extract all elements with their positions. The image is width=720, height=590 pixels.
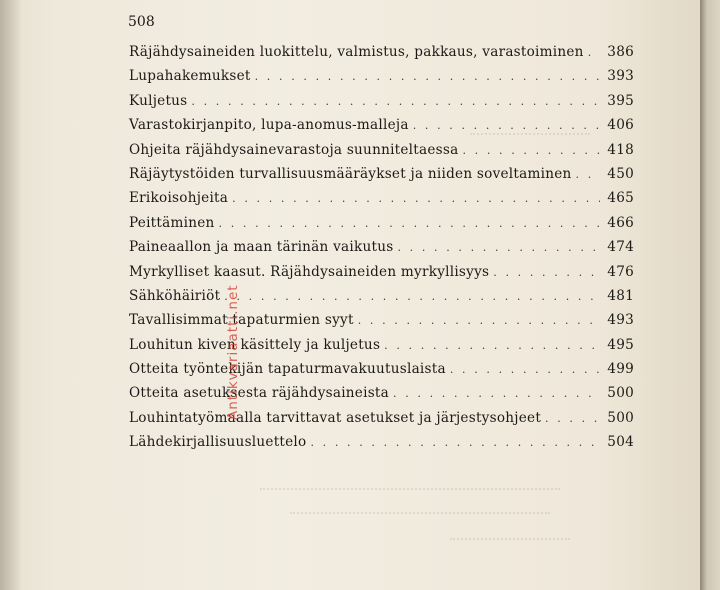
toc-entry [129, 186, 634, 210]
toc-entry-page: 500 [607, 385, 634, 402]
dot-leader [545, 407, 600, 431]
bleed-through-mark [450, 538, 570, 550]
toc-entry-page: 500 [607, 409, 634, 426]
toc-entry [129, 284, 634, 308]
toc-entry-title: Lähdekirjallisuusluettelo [129, 434, 307, 451]
toc-entry [129, 357, 634, 381]
toc-entry-page: 495 [607, 336, 634, 353]
dot-leader [224, 285, 600, 309]
toc-entry-title: Myrkylliset kaasut. Räjähdysaineiden myrkyllisyys [129, 263, 490, 280]
dot-leader [219, 212, 600, 236]
toc-entry-page: 393 [607, 68, 634, 85]
toc-entry [129, 162, 634, 186]
bleed-through-mark [290, 512, 550, 524]
toc-entry-title: Räjähdysaineiden luokittelu, valmistus, pakkaus, varastoiminen [129, 44, 584, 60]
toc-entry [129, 430, 634, 454]
toc-entry [129, 64, 634, 88]
toc-entry [129, 40, 634, 64]
toc-entry-page: 504 [607, 434, 634, 451]
toc-entry [129, 381, 634, 405]
toc-entry [129, 333, 634, 357]
dot-leader [493, 261, 600, 285]
dot-leader [232, 187, 600, 211]
toc-entry-title: Ohjeita räjähdysainevarastoja suunniteltaessa [129, 141, 459, 158]
bleed-through-mark [260, 488, 560, 500]
toc-entry-page: 493 [607, 312, 634, 329]
dot-leader [413, 114, 600, 138]
toc-entry [129, 113, 634, 137]
toc-entry-title: Varastokirjanpito, lupa-anomus-malleja [129, 117, 409, 134]
toc-entry [129, 89, 634, 113]
dot-leader [358, 309, 600, 333]
toc-entry-title: Kuljetus [129, 92, 188, 109]
toc-entry [129, 406, 634, 430]
table-of-contents [129, 40, 634, 455]
toc-entry [129, 308, 634, 332]
dot-leader [393, 382, 600, 406]
toc-entry-title: Räjäytystöiden turvallisuusmääräykset ja niiden soveltaminen [129, 165, 572, 182]
toc-entry [129, 235, 634, 259]
toc-entry-title: Louhitun kiven käsittely ja kuljetus [129, 336, 381, 353]
toc-entry-page: 466 [607, 214, 634, 231]
watermark-text: Antikvariaatti.net [225, 284, 241, 420]
toc-entry-title: Peittäminen [129, 214, 215, 231]
page-gutter-shadow [0, 0, 22, 590]
dot-leader [450, 358, 600, 382]
dot-leader [462, 139, 600, 163]
toc-entry-title: Otteita työntekijän tapaturmavakuutuslaista [129, 361, 446, 378]
toc-entry-title: Sähköhäiriöt [129, 287, 221, 304]
toc-entry-page: 474 [607, 239, 634, 256]
toc-entry-title: Otteita asetuksesta räjähdysaineista [129, 385, 389, 402]
toc-entry-title: Paineaallon ja maan tärinän vaikutus [129, 239, 394, 256]
toc-entry-title: Tavallisimmat tapaturmien syyt [129, 312, 354, 329]
toc-entry-title: Louhintatyömaalla tarvittavat asetukset ja järjestysohjeet [129, 409, 542, 426]
toc-entry-page: 476 [607, 263, 634, 280]
dot-leader [255, 65, 600, 89]
toc-entry [129, 138, 634, 162]
dot-leader [191, 90, 600, 114]
dot-leader [310, 431, 600, 455]
dot-leader [397, 236, 600, 260]
toc-entry-page: 386 [607, 44, 634, 60]
dot-leader [576, 163, 600, 187]
toc-entry [129, 260, 634, 284]
toc-entry [129, 211, 634, 235]
toc-entry-page: 481 [607, 287, 634, 304]
page-number: 508 [128, 14, 155, 30]
toc-entry-page: 499 [607, 361, 634, 378]
dot-leader [384, 334, 600, 358]
toc-entry-page: 395 [607, 92, 634, 109]
toc-entry-page: 418 [607, 141, 634, 158]
toc-entry-page: 465 [607, 190, 634, 207]
toc-entry-page: 450 [607, 165, 634, 182]
toc-entry-title: Erikoisohjeita [129, 190, 229, 207]
toc-entry-page: 406 [607, 117, 634, 134]
book-spine-edge [700, 0, 720, 590]
dot-leader [588, 41, 600, 65]
toc-entry-title: Lupahakemukset [129, 68, 251, 85]
